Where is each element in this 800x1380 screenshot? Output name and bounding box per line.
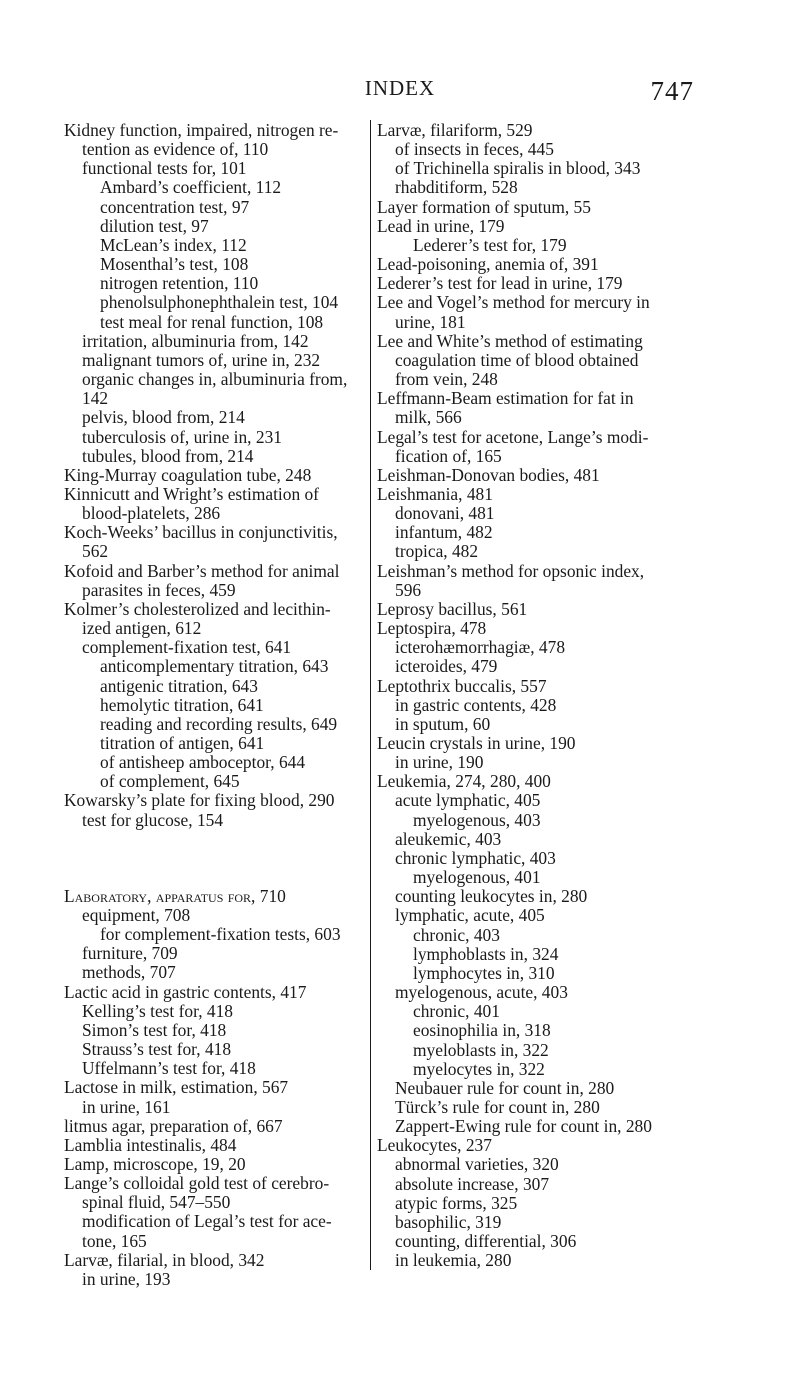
index-entry: Lead in urine, 179 — [377, 215, 505, 236]
index-entry: organic changes in, albuminuria from, — [82, 369, 348, 390]
index-entry: Leukemia, 274, 280, 400 — [377, 771, 551, 792]
index-entry: Lee and Vogel’s method for mercury in — [377, 292, 650, 313]
index-entry: of insects in feces, 445 — [395, 139, 554, 160]
index-entry: tention as evidence of, 110 — [82, 139, 269, 160]
index-entry: malignant tumors of, urine in, 232 — [82, 349, 321, 370]
index-entry: fication of, 165 — [395, 445, 502, 466]
index-entry: phenolsulphonephthalein test, 104 — [100, 292, 339, 313]
index-entry: rhabditiform, 528 — [395, 177, 518, 198]
section-gap — [64, 830, 364, 887]
index-entry: in sputum, 60 — [395, 713, 491, 734]
index-entry: Kowarsky’s plate for fixing blood, 290 — [64, 790, 335, 811]
index-entry: blood-platelets, 286 — [82, 503, 221, 524]
index-entry: Lactose in milk, estimation, 567 — [64, 1077, 289, 1098]
index-entry: Kidney function, impaired, nitrogen re- — [64, 120, 339, 140]
index-entry: Lee and White’s method of estimating — [377, 330, 643, 351]
index-entry: atypic forms, 325 — [395, 1192, 518, 1213]
index-entry: in urine, 190 — [395, 752, 484, 773]
index-entry: ized antigen, 612 — [82, 618, 202, 639]
index-entry: in gastric contents, 428 — [395, 694, 557, 715]
index-entry: Leukocytes, 237 — [377, 1135, 492, 1156]
index-entry: in urine, 193 — [82, 1268, 171, 1289]
page-number: 747 — [650, 76, 694, 106]
index-entry: Leishmania, 481 — [377, 483, 493, 504]
index-entry: Türck’s rule for count in, 280 — [395, 1096, 600, 1117]
index-entry: Kofoid and Barber’s method for animal — [64, 560, 340, 581]
index-entry: urine, 181 — [395, 311, 466, 332]
index-entry: lymphoblasts in, 324 — [413, 943, 559, 964]
index-entry: of complement, 645 — [100, 771, 240, 792]
index-entry: anticomplementary titration, 643 — [100, 656, 329, 677]
index-entry: 562 — [82, 541, 109, 562]
index-entry: hemolytic titration, 641 — [100, 694, 264, 715]
index-entry: myelogenous, acute, 403 — [395, 982, 568, 1003]
index-entry: litmus agar, preparation of, 667 — [64, 1115, 283, 1136]
index-entry: chronic, 403 — [413, 924, 500, 945]
index-entry: Mosenthal’s test, 108 — [100, 254, 249, 275]
index-column-right — [377, 121, 699, 1270]
index-entry: Uffelmann’s test for, 418 — [82, 1058, 256, 1079]
index-entry: Lamblia intestinalis, 484 — [64, 1134, 237, 1155]
index-entry: in leukemia, 280 — [395, 1250, 512, 1271]
index-entry: donovani, 481 — [395, 503, 495, 524]
index-entry: antigenic titration, 643 — [100, 675, 258, 696]
index-entry: Lange’s colloidal gold test of cerebro- — [64, 1173, 330, 1194]
index-entry: complement-fixation test, 641 — [82, 637, 292, 658]
index-entry: titration of antigen, 641 — [100, 733, 265, 753]
index-entry: lymphatic, acute, 405 — [395, 905, 545, 926]
index-entry: Neubauer rule for count in, 280 — [395, 1077, 615, 1098]
index-entry: pelvis, blood from, 214 — [82, 407, 245, 428]
index-entry: test meal for renal function, 108 — [100, 311, 324, 332]
index-entry: myelogenous, 403 — [413, 809, 541, 830]
index-entry: concentration test, 97 — [100, 196, 250, 217]
index-entry: Lederer’s test for, 179 — [413, 234, 567, 255]
index-entry: Legal’s test for acetone, Lange’s modi- — [377, 426, 649, 447]
index-entry: Larvæ, filarial, in blood, 342 — [64, 1249, 265, 1270]
index-entry: Larvæ, filariform, 529 — [377, 120, 533, 140]
index-entry: Leptothrix buccalis, 557 — [377, 675, 547, 696]
index-entry: Leucin crystals in urine, 190 — [377, 733, 576, 753]
index-entry: Simon’s test for, 418 — [82, 1019, 227, 1040]
index-entry: King-Murray coagulation tube, 248 — [64, 464, 312, 485]
index-entry: lymphocytes in, 310 — [413, 962, 555, 983]
index-entry: from vein, 248 — [395, 369, 498, 390]
page-title: INDEX — [364, 76, 436, 100]
index-entry: tuberculosis of, urine in, 231 — [82, 426, 282, 447]
index-entry: methods, 707 — [82, 962, 176, 983]
index-entry: 142 — [82, 388, 109, 409]
index-entry: tropica, 482 — [395, 541, 479, 562]
index-entry: Layer formation of sputum, 55 — [377, 196, 591, 217]
index-entry: Lead-poisoning, anemia of, 391 — [377, 254, 599, 275]
index-entry: milk, 566 — [395, 407, 462, 428]
index-entry: spinal fluid, 547–550 — [82, 1192, 231, 1213]
index-entry: Strauss’s test for, 418 — [82, 1039, 232, 1060]
index-entry: Leffmann-Beam estimation for fat in — [377, 388, 634, 409]
index-entry: equipment, 708 — [82, 904, 191, 925]
index-section-l — [64, 887, 364, 1289]
index-entry: Leptospira, 478 — [377, 618, 487, 639]
index-entry: Lactic acid in gastric contents, 417 — [64, 981, 307, 1002]
index-entry: myelogenous, 401 — [413, 867, 541, 888]
index-entry: McLean’s index, 112 — [100, 234, 247, 255]
index-entry: Kolmer’s cholesterolized and lecithin- — [64, 598, 331, 619]
index-entry: tubules, blood from, 214 — [82, 445, 254, 466]
index-entry: Leprosy bacillus, 561 — [377, 598, 528, 619]
index-entry: parasites in feces, 459 — [82, 579, 236, 600]
index-entry: counting, differential, 306 — [395, 1231, 577, 1252]
index-entry: abnormal varieties, 320 — [395, 1154, 559, 1175]
index-entry: functional tests for, 101 — [82, 158, 247, 179]
index-entry: eosinophilia in, 318 — [413, 1020, 551, 1041]
index-entry: acute lymphatic, 405 — [395, 790, 541, 811]
index-entry: Kinnicutt and Wright’s estimation of — [64, 483, 319, 504]
index-entry: Leishman-Donovan bodies, 481 — [377, 464, 600, 485]
index-entry: Koch-Weeks’ bacillus in conjunctivitis, — [64, 522, 338, 543]
index-entry: icteroides, 479 — [395, 656, 498, 677]
index-entry: in urine, 161 — [82, 1096, 171, 1117]
index-entry: of Trichinella spiralis in blood, 343 — [395, 158, 641, 179]
index-entry: reading and recording results, 649 — [100, 713, 338, 734]
index-entry: Laboratory, apparatus for, 710 — [64, 885, 286, 906]
index-entry: aleukemic, 403 — [395, 828, 502, 849]
index-entry: irritation, albuminuria from, 142 — [82, 330, 309, 351]
index-column-left — [64, 121, 364, 1289]
index-entry: basophilic, 319 — [395, 1211, 502, 1232]
index-entry: nitrogen retention, 110 — [100, 273, 259, 294]
index-entry: test for glucose, 154 — [82, 809, 224, 830]
index-entry: 596 — [395, 579, 422, 600]
index-entry: Ambard’s coefficient, 112 — [100, 177, 282, 198]
index-section-l-continued — [377, 121, 699, 1270]
index-entry: icterohæmorrhagiæ, 478 — [395, 637, 566, 658]
index-entry: Lederer’s test for lead in urine, 179 — [377, 273, 623, 294]
index-entry: chronic lymphatic, 403 — [395, 847, 556, 868]
index-entry: counting leukocytes in, 280 — [395, 886, 588, 907]
index-entry: chronic, 401 — [413, 1001, 500, 1022]
column-divider — [370, 120, 371, 1270]
index-section-k — [64, 121, 364, 830]
index-entry: Leishman’s method for opsonic index, — [377, 560, 645, 581]
index-entry: modification of Legal’s test for ace- — [82, 1211, 332, 1232]
index-entry: coagulation time of blood obtained — [395, 349, 639, 370]
index-entry: myeloblasts in, 322 — [413, 1039, 549, 1060]
index-entry: myelocytes in, 322 — [413, 1058, 545, 1079]
index-entry: Kelling’s test for, 418 — [82, 1000, 233, 1021]
index-entry: furniture, 709 — [82, 943, 178, 964]
index-entry: infantum, 482 — [395, 522, 493, 543]
index-entry: dilution test, 97 — [100, 215, 209, 236]
index-entry: for complement-fixation tests, 603 — [100, 924, 341, 945]
index-entry: Zappert-Ewing rule for count in, 280 — [395, 1116, 652, 1137]
page-header — [0, 70, 800, 114]
index-entry: tone, 165 — [82, 1230, 147, 1251]
index-entry: Lamp, microscope, 19, 20 — [64, 1153, 246, 1174]
index-entry: absolute increase, 307 — [395, 1173, 550, 1194]
index-entry: of antisheep amboceptor, 644 — [100, 752, 306, 773]
